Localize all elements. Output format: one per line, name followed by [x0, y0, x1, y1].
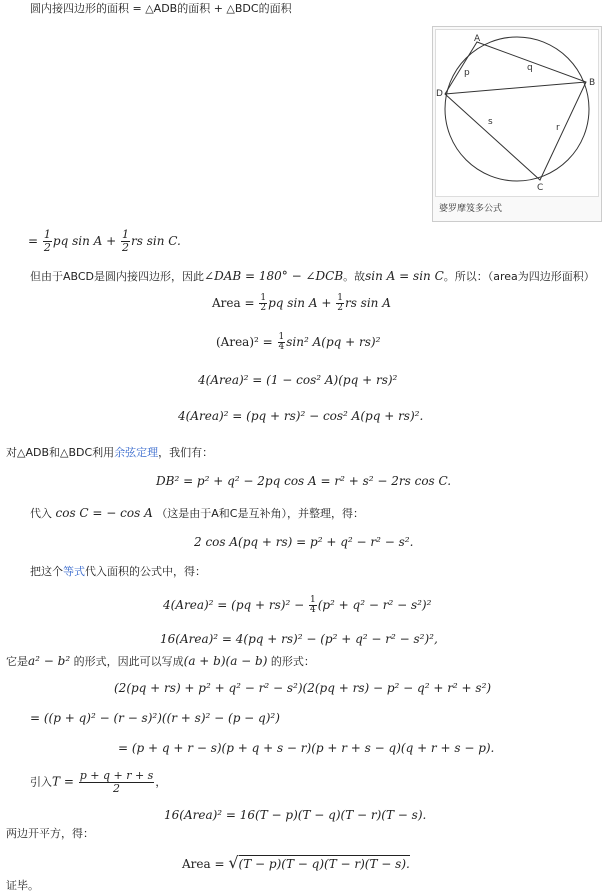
proof-end: 证毕。 [6, 879, 39, 892]
formula-16area-2: 16(Area)² = 16(T − p)(T − q)(T − r)(T − s). [164, 808, 427, 822]
formula-area-sum: = $\frac{1}{2}$ pq sin A + $\frac{1}{2}$ rs sin C. [28, 228, 181, 254]
law-of-cosines-note: 对△ADB和△BDC利用余弦定理，我们有： [6, 446, 214, 459]
intro-heading: 圆内接四边形的面积 = △ADB的面积 + △BDC的面积 [30, 2, 292, 15]
equation-link[interactable]: 等式 [63, 565, 85, 578]
formula-area: Area = $\frac{1}{2}$ pq sin A + $\frac{1}{2}$ rs sin A [212, 293, 391, 313]
introduce-T: 引入T = $\frac{p + q + r + s}{2}$ ， [30, 769, 167, 795]
label-A: A [474, 34, 481, 44]
formula-db-squared: DB² = p² + q² − 2pq cos A = r² + s² − 2rs cos C. [156, 474, 452, 488]
square-root-note: 两边开平方，得： [6, 827, 94, 840]
diagonal-DB [445, 82, 586, 94]
formula-16area-1: 16(Area)² = 4(pq + rs)² − (p² + q² − r² − s²)², [160, 632, 438, 646]
substitute-area-note: 把这个等式代入面积的公式中，得： [30, 565, 206, 578]
difference-of-squares-note: 它是a² − b² 的形式，因此可以写成(a + b)(a − b) 的形式： [6, 654, 315, 668]
formula-4area-3: 4(Area)² = (pq + rs)² − $\frac{1}{4}$ (p² + q² − r² − s²)² [163, 595, 432, 615]
figure-image[interactable] [435, 29, 599, 197]
cyclic-quadrilateral-diagram [436, 30, 598, 196]
figure-caption: 婆罗摩笈多公式 [439, 204, 503, 214]
law-of-cosines-link[interactable]: 余弦定理 [114, 446, 159, 459]
figure-box [432, 26, 602, 222]
label-q: q [527, 63, 533, 73]
formula-4area-2: 4(Area)² = (pq + rs)² − cos² A(pq + rs)². [178, 409, 424, 423]
label-r: r [556, 123, 560, 133]
label-D: D [436, 89, 443, 99]
label-p: p [464, 68, 470, 78]
formula-4area-1: 4(Area)² = (1 − cos² A)(pq + rs)² [198, 373, 398, 387]
cyclic-note: 但由于ABCD是圆内接四边形，因此∠DAB = 180° − ∠DCB。故sin A = sin C。所以：（area为四边形面积） [30, 269, 595, 283]
formula-product-2: = ((p + q)² − (r − s)²)((r + s)² − (p − q)²) [30, 711, 280, 725]
formula-2cosA: 2 cos A(pq + rs) = p² + q² − r² − s². [194, 535, 414, 549]
sqrt-sign: √ [228, 853, 239, 872]
formula-area-squared: (Area)² = $\frac{1}{4}$ sin² A(pq + rs)² [216, 332, 381, 352]
substitute-note: 代入 cos C = − cos A （这是由于A和C是互补角），并整理，得： [30, 506, 364, 520]
formula-product-1: (2(pq + rs) + p² + q² − r² − s²)(2(pq + rs) − p² − q² + r² + s²) [114, 681, 492, 695]
label-s: s [488, 117, 493, 127]
formula-brahmagupta: Area = √(T − p)(T − q)(T − r)(T − s). [182, 853, 410, 872]
label-C: C [537, 183, 544, 193]
label-B: B [589, 78, 596, 88]
formula-product-3: = (p + q + r − s)(p + q + s − r)(p + r + s − q)(q + r + s − p). [118, 741, 495, 755]
